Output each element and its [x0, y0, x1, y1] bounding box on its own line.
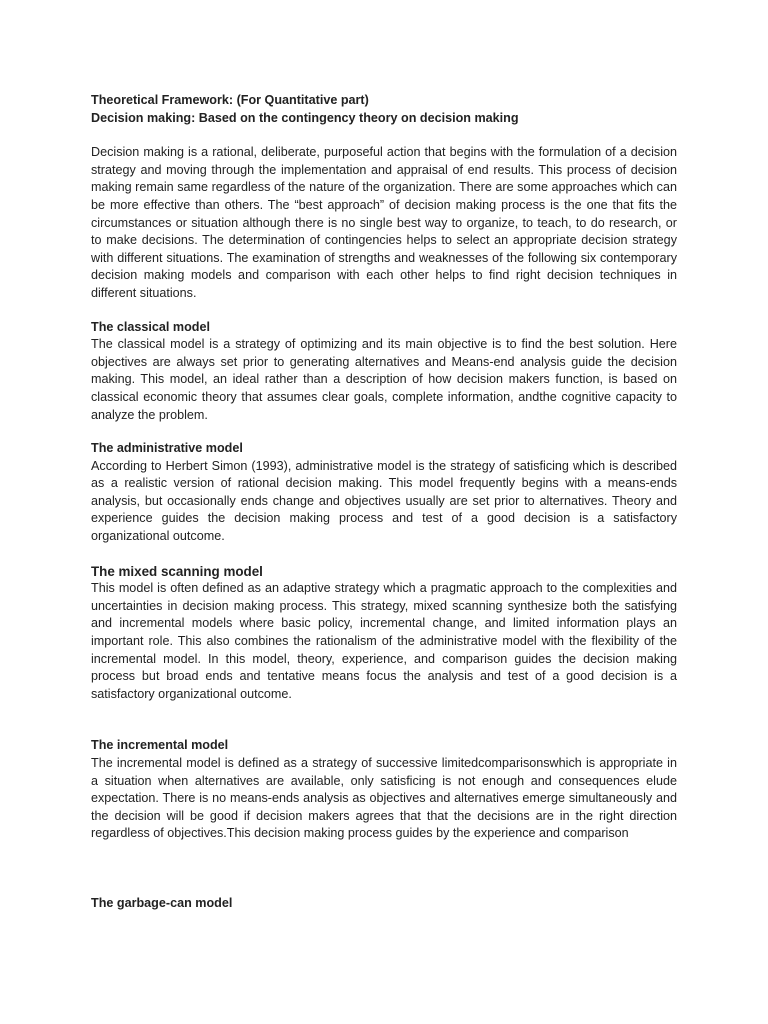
section-heading-administrative-model: The administrative model [91, 441, 243, 456]
section-body-incremental-model: The incremental model is defined as a strategy of successive limitedcomparisonswhich is appropriate in a situation when alternatives are available, only satisficing is not enough and consequences elude expectation. There is no means-ends analysis as objectives and alternatives emerge simultaneously and the decision will be good if decision makers agrees that that the decisions are in the right direction regardless of objectives.This decision making process guides by the experience and comparison [91, 756, 677, 841]
document-title-line-2: Decision making: Based on the contingency theory on decision making [91, 110, 519, 125]
spacer [91, 843, 677, 895]
section-heading-mixed-scanning-model: The mixed scanning model [91, 563, 263, 579]
section-heading-incremental-model: The incremental model [91, 738, 229, 753]
section-heading-garbage-can-model: The garbage-can model [91, 895, 233, 910]
spacer [91, 703, 677, 737]
spacer [91, 127, 677, 144]
spacer [91, 303, 677, 319]
spacer [91, 546, 677, 563]
document-body [91, 92, 677, 913]
spacer [91, 424, 677, 440]
section-heading-classical-model: The classical model [91, 319, 210, 334]
section-body-classical-model: The classical model is a strategy of optimizing and its main objective is to find the best solution. Here objectives are always set prior to generating alternatives and Means-end analysis guide the decision making. This model, an ideal rather than a description of how decision makers function, is based on classical economic theory that assumes clear goals, complete information, andthe cognitive capacity to analyze the problem. [91, 337, 677, 422]
intro-paragraph: Decision making is a rational, deliberate, purposeful action that begins with the formulation of a decision strategy and moving through the implementation and appraisal of end results. This process of decision making remain same regardless of the nature of the organization. There are some approaches which can be more effective than others. The “best approach” of decision making process is the one that fits the circumstances or situation although there is no single best way to organize, to teach, to do research, or to make decisions. The determination of contingencies helps to select an appropriate decision strategy with different situations. The examination of strengths and weaknesses of the following six contemporary decision making models and comparison with each other helps to find right decision techniques in different situations. [91, 145, 677, 300]
section-body-administrative-model: According to Herbert Simon (1993), administrative model is the strategy of satisficing which is described as a realistic version of rational decision making. This model frequently begins with a means-ends analysis, but occasionally ends change and objectives usually are set prior to alternatives. Theory and experience guides the decision making process and test of a good decision is a satisfactory organizational outcome. [91, 458, 677, 544]
document-title-line-1: Theoretical Framework: (For Quantitative part) [91, 93, 369, 107]
section-body-mixed-scanning-model: This model is often defined as an adaptive strategy which a pragmatic approach to the complexities and uncertainties in decision making process. This strategy, mixed scanning synthesize both the satisfying and incremental models where basic policy, incremental change, and limited information plays an important role. This also combines the rationalism of the administrative model with the flexibility of the incremental model. In this model, theory, experience, and comparison guides the decision making process but broad ends and tentative means focus the analysis and test of a good decision is a satisfactory organizational outcome. [91, 581, 677, 701]
